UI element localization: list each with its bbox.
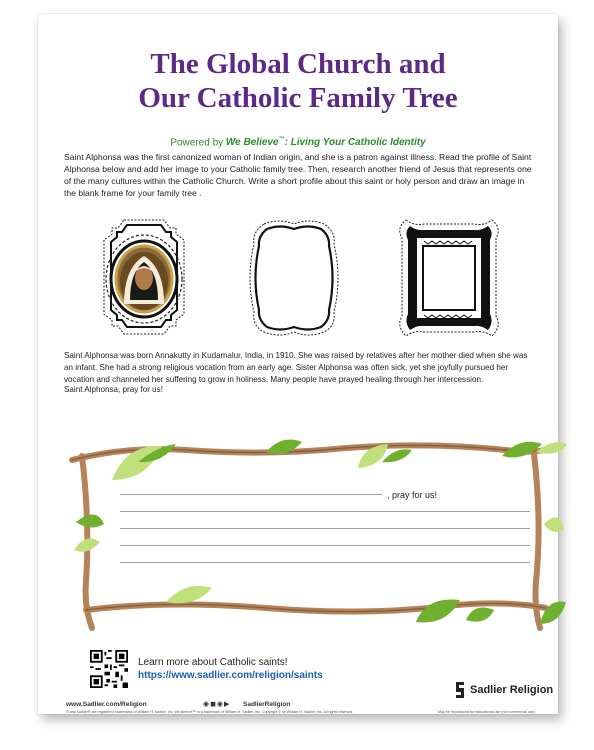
- saint-name-blank-line[interactable]: [120, 494, 382, 495]
- branch-frame: [66, 432, 566, 642]
- branch-wood: [72, 445, 552, 628]
- social-icons[interactable]: ◉◼◉▶: [203, 701, 231, 708]
- sadlier-logo-icon: [454, 682, 466, 698]
- saint-alphonsa-portrait-frame: [104, 220, 184, 334]
- legal-text: ® and Sadlier® are registered trademarks of William H. Sadlier, Inc. We Believe™ is a trademark of William H. Sadlier, Inc. Copyright © by William H. Sadlier, Inc. All rights reserved.: [66, 710, 354, 714]
- reproduction-note: May be reproduced for educational use (not commercial use).: [438, 710, 536, 714]
- writing-line[interactable]: [120, 545, 530, 546]
- bio-paragraph: Saint Alphonsa was born Annakutty in Kudamalur, India, in 1910. She was raised by relatives after her mother died when she was an infant. She had a strong religious vocation from an early age. Sister Alphonsa was often sick, yet she joyfully pursued her vocation and channeled her suffering to grow in holiness. Many people have prayed healing through her intercession.: [64, 351, 528, 384]
- powered-by-prefix: Powered by: [170, 137, 224, 149]
- writing-line[interactable]: [120, 511, 530, 512]
- powered-by: [38, 137, 558, 148]
- leaves: [74, 440, 566, 624]
- prayer-line: Saint Alphonsa, pray for us!: [64, 385, 163, 394]
- blank-square-frame: [400, 220, 499, 336]
- title-line-2: Our Catholic Family Tree: [138, 82, 458, 114]
- title-line-1: The Global Church and: [150, 48, 446, 80]
- qr-code[interactable]: [90, 650, 128, 688]
- writing-line[interactable]: [120, 528, 530, 529]
- frames-row: [84, 216, 524, 340]
- writing-line[interactable]: [120, 562, 530, 563]
- learn-more-text: Learn more about Catholic saints!: [138, 657, 288, 668]
- footer-site-link[interactable]: www.Sadlier.com/Religion: [66, 701, 147, 708]
- intro-paragraph: Saint Alphonsa was the first canonized woman of Indian origin, and she is a patron against illness. Read the profile of Saint Alphonsa below and add her image to your Catholic family tree. Then, research another friend of Jesus that represents one of the many cultures within the Catholic Church. Write a short profile about this saint or holy person and draw an image in the blank frame for your family tree .: [64, 152, 532, 198]
- worksheet-page: [38, 14, 558, 714]
- program-name: We Believe™: Living Your Catholic Identity: [225, 137, 426, 149]
- social-handle[interactable]: SadlierReligion: [243, 701, 291, 708]
- blank-scalloped-frame: [250, 221, 338, 335]
- blank-prayer-suffix: , pray for us!: [387, 490, 438, 500]
- brand-name: Sadlier Religion: [470, 684, 554, 696]
- saints-url-link[interactable]: https://www.sadlier.com/religion/saints: [138, 670, 323, 681]
